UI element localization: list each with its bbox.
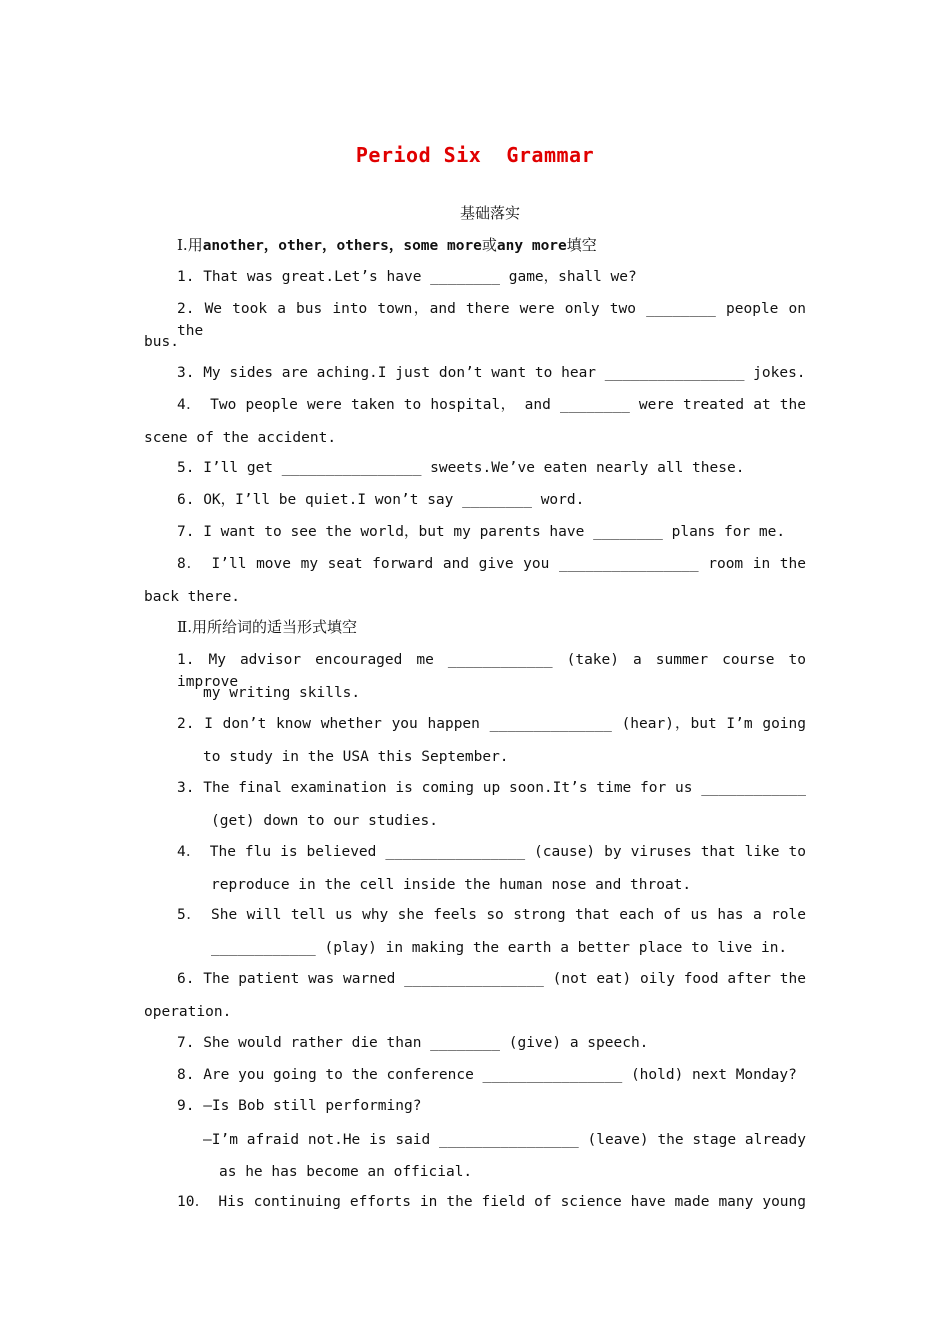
question-line: 1. That was great.Let’s have ________ game，shall we? bbox=[177, 269, 637, 285]
question-line: —I’m afraid not.He is said ________________ (leave) the stage already bbox=[203, 1132, 806, 1148]
question-line: my writing skills. bbox=[203, 685, 361, 701]
question-line: 1. My advisor encouraged me ____________ (take) a summer course to improve bbox=[177, 652, 806, 690]
question-line: 7. I want to see the world，but my parents have ________ plans for me. bbox=[177, 524, 786, 540]
question-line: 8. Are you going to the conference ________________ (hold) next Monday? bbox=[177, 1067, 797, 1083]
question-line: bus. bbox=[144, 334, 179, 350]
question-line: 2. We took a bus into town，and there were only two ________ people on the bbox=[177, 301, 806, 339]
section-2-heading: Ⅱ.用所给词的适当形式填空 bbox=[177, 618, 357, 636]
section-subtitle: 基础落实 bbox=[459, 204, 520, 222]
question-line: to study in the USA this September. bbox=[203, 749, 509, 765]
question-line: scene of the accident. bbox=[144, 430, 337, 446]
question-line: 4． Two people were taken to hospital， and ________ were treated at the bbox=[177, 397, 806, 413]
question-line: 3. My sides are aching.I just don’t want to hear ________________ jokes. bbox=[177, 365, 806, 381]
page-title: Period Six Grammar bbox=[355, 143, 595, 167]
section-1-heading: Ⅰ.用another，other，others，some more或any more填空 bbox=[177, 236, 597, 254]
question-line: ____________ (play) in making the earth a better place to live in. bbox=[211, 940, 788, 956]
question-line: 10． His continuing efforts in the field of science have made many young bbox=[177, 1194, 806, 1210]
question-line: 2. I don’t know whether you happen ______________ (hear)，but I’m going bbox=[177, 716, 806, 732]
question-line: as he has become an official. bbox=[219, 1164, 473, 1180]
question-line: reproduce in the cell inside the human nose and throat. bbox=[211, 877, 692, 893]
question-line: 4． The flu is believed ________________ (cause) by viruses that like to bbox=[177, 844, 806, 860]
question-line: 5． She will tell us why she feels so strong that each of us has a role bbox=[177, 907, 806, 923]
question-line: operation. bbox=[144, 1004, 232, 1020]
question-line: 6. The patient was warned ________________ (not eat) oily food after the bbox=[177, 971, 806, 987]
question-line: (get) down to our studies. bbox=[211, 813, 438, 829]
question-line: 5. I’ll get ________________ sweets.We’ve eaten nearly all these. bbox=[177, 460, 745, 476]
question-line: 3. The final examination is coming up soon.It’s time for us ____________ bbox=[177, 780, 806, 796]
question-line: 6. OK，I’ll be quiet.I won’t say ________ word. bbox=[177, 492, 585, 508]
question-line: 8． I’ll move my seat forward and give you ________________ room in the bbox=[177, 556, 806, 572]
question-line: back there. bbox=[144, 589, 241, 605]
question-line: 7. She would rather die than ________ (give) a speech. bbox=[177, 1035, 649, 1051]
question-line: 9. —Is Bob still performing? bbox=[177, 1098, 422, 1114]
